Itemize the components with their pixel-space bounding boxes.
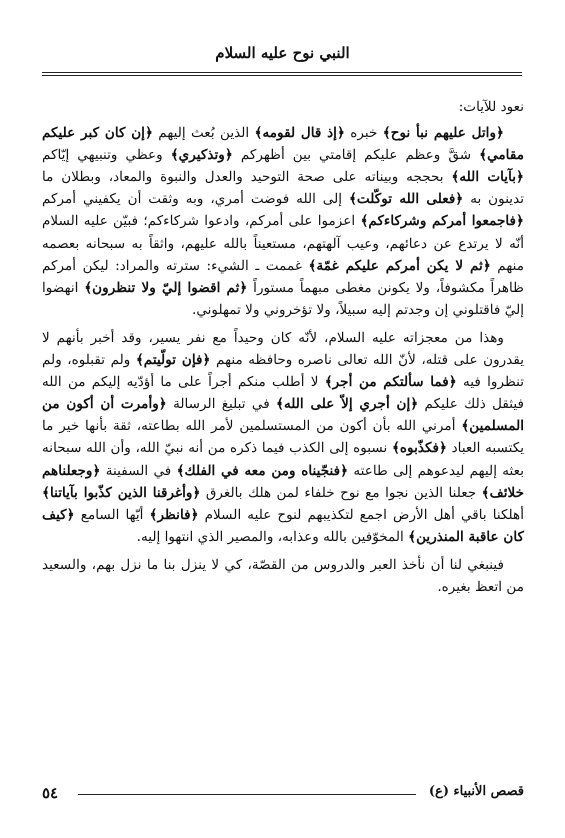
paragraph-2	[42, 327, 524, 548]
quran-quote: ﴿ثم لا يكن أمركم عليكم غمّة﴾	[308, 257, 491, 274]
body-text	[42, 96, 524, 604]
commentary-text: شقَّ وعظم عليكم إقامتي بين أظهركم	[232, 147, 480, 164]
commentary-text: بحججه وبيناته على صحة التوحيد والعدل والنبوة والمعاد، وبطلان ما تدينون به	[42, 169, 524, 208]
commentary-text: في السفينة	[100, 462, 177, 479]
commentary-text: في تبليغ الرسالة	[166, 396, 277, 413]
quran-quote: ﴿فانظر﴾	[149, 506, 199, 523]
quran-quote: ﴿ثم اقضوا إليّ ولا تنظرون﴾	[84, 279, 248, 296]
quran-quote: ﴿كيف كان عاقبة المنذرين﴾	[42, 506, 524, 545]
quran-quote: ﴿فإن تولّيتم﴾	[135, 352, 211, 369]
paragraph-1	[42, 122, 524, 321]
paragraph-3: فينبغي لنا أن نأخذ العبر والدروس من القصّة، كي لا ينزل بنا ما نزل بهم، والسعيد من اتعظ بغيره.	[42, 556, 524, 595]
quran-quote: ﴿فعلى الله توكّلت﴾	[348, 191, 464, 208]
quran-quote: ﴿إن كان كبر عليكم مقامي﴾	[42, 125, 524, 164]
commentary-text: انهضوا إليّ فاقتلوني إن وجدتم إليه سبيلاً، ولا تؤخروني ولا تمهلوني.	[42, 279, 524, 318]
footer-book-title: قصص الأنبياء (ع)	[428, 784, 524, 799]
commentary-text: المخوّفين بالله وعذابه، والمصير الذي انتهوا إليه.	[136, 528, 409, 545]
quran-quote: ﴿فاجمعوا أمركم وشركاءكم﴾	[360, 213, 524, 230]
commentary-text: أيّها السامع	[74, 506, 150, 523]
header-rule	[42, 72, 522, 73]
commentary-text: جعلنا الذين نجوا مع نوح خلفاء لمن هلك بالغرق	[200, 484, 482, 501]
quran-quote: ﴿وأغرقنا الذين كذّبوا بآياتنا﴾	[42, 484, 201, 501]
header-rule-inner	[42, 75, 522, 76]
page-number: ٥٤	[42, 784, 59, 802]
running-title: النبي نوح عليه السلام	[215, 44, 350, 62]
quran-quote: ﴿فكذّبوه﴾	[391, 440, 447, 457]
commentary-text: وهذا من معجزاته عليه السلام، لأنّه كان وحيداً مع نفر يسير، وقد أخبر بأنهم لا يقدرون على قتله، لأنّ الله تعالى ناصره وحافظه منهم	[42, 329, 524, 369]
commentary-text: وعظي وتنبيهي إيّاكم	[42, 147, 171, 164]
quran-quote: ﴿بآيات الله﴾	[451, 169, 524, 186]
quran-quote: ﴿وأمرت أن أكون من المسلمين﴾	[42, 396, 524, 435]
commentary-text: نسبوه إلى الكذب فيما ذكره من أنه نبيّ الله، وأن الله سبحانه بعثه إليهم ليدعوهم إلى طاعته	[42, 440, 524, 479]
footer-rule	[78, 794, 416, 795]
quran-quote: ﴿إذ قال لقومه﴾	[254, 125, 345, 142]
quran-quote: ﴿فما سألتكم من أجر﴾	[324, 374, 457, 391]
commentary-text: أمرني الله بأن أكون من المستسلمين لأمر الله بطاعته، ثقة بأنها خير ما يكتسبه العباد	[42, 418, 524, 457]
quran-quote: ﴿فنجّيناه ومن معه في الفلك﴾	[176, 462, 349, 479]
section-heading: نعود للآيات:	[458, 99, 524, 115]
commentary-text: إلى الله فوضت أمري، وبه وثقت أن يكفيني أمركم	[42, 191, 349, 208]
commentary-text: لا أطلب منكم أجراً على ما أؤدّيه إليكم من الله فيثقل ذلك عليكم	[42, 374, 524, 413]
quran-quote: ﴿واتل عليهم نبأ نوح﴾	[382, 125, 504, 142]
commentary-text: ولم تقبلوه، ولم تنظروا فيه	[42, 352, 524, 391]
quran-quote: ﴿إن أجري إلاّ على الله﴾	[276, 396, 419, 413]
footer	[42, 784, 524, 808]
commentary-text: الذين بُعث إليهم	[152, 125, 255, 142]
quran-quote: ﴿وتذكيري﴾	[170, 147, 233, 164]
commentary-text: غممت ـ الشيء: سترته والمراد: ليكن أمركم ظاهراً مكشوفاً، ولا يكونن مغطى مبهماً مستوراً	[42, 257, 524, 296]
quran-quote: ﴿وجعلناهم خلائف﴾	[42, 462, 524, 501]
commentary-text: خبره	[344, 125, 383, 142]
commentary-text: اعزموا على أمركم، وادعوا شركاءكم؛ فبيّن عليه السلام أنّه لا يرتدع عن دعائهم، وعيب آلهتهم، مستعيناً بالله عليهم، واثقاً به سبحانه بعصمه منهم	[42, 213, 524, 274]
commentary-text: أهلكنا باقي أهل الأرض اجمع لتكذيبهم لنوح عليه السلام	[198, 506, 524, 523]
